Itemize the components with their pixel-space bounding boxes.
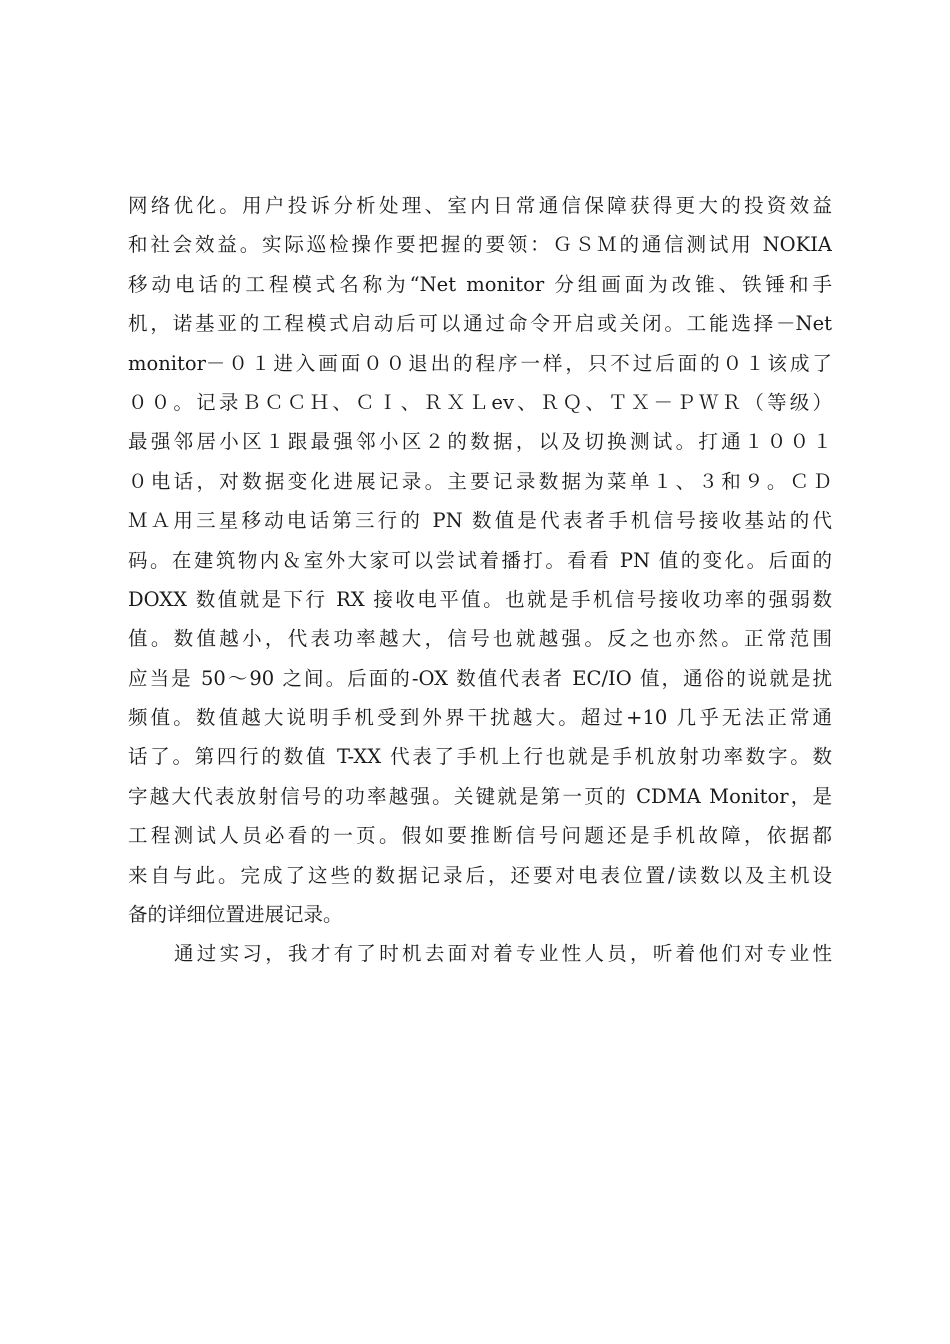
body-text [128,186,832,974]
text-line: 来自与此。完成了这些的数据记录后，还要对电表位置/读数以及主机设 [128,863,832,887]
text-line: 机，诺基亚的工程模式启动后可以通过命令开启或关闭。工能选择－Net [128,312,832,336]
text-line: 字越大代表放射信号的功率越强。关键就是第一页的 CDMA Monitor，是 [128,784,832,808]
text-line: monitor－０１进入画面００退出的程序一样，只不过后面的０１该成了 [128,351,832,375]
text-line: 码。在建筑物内＆室外大家可以尝试着播打。看看 PN 值的变化。后面的 [128,548,832,572]
text-line: 应当是 50～90 之间。后面的-OX 数值代表者 EC/IO 值，通俗的说就是扰 [128,666,832,690]
text-line: ００。记录ＢＣＣＨ、ＣＩ、ＲＸＬev、ＲＱ、ＴＸ－ＰＷＲ（等级） [128,390,832,414]
text-line: ０电话，对数据变化进展记录。主要记录数据为菜单１、３和９。ＣＤ [128,469,832,493]
paragraph-start-line: 通过实习，我才有了时机去面对着专业性人员，听着他们对专业性 [174,942,832,966]
text-line: 移动电话的工程模式名称为“Net monitor 分组画面为改锥、铁锤和手 [128,272,832,296]
paragraph-end-line: 备的详细位置进展记录。 [128,903,343,927]
text-line: DOXX 数值就是下行 RX 接收电平值。也就是手机信号接收功率的强弱数 [128,587,832,611]
text-line: 频值。数值越大说明手机受到外界干扰越大。超过+10 几乎无法正常通 [128,706,832,730]
text-line: 和社会效益。实际巡检操作要把握的要领：ＧＳＭ的通信测试用 NOKIA [128,233,832,257]
text-line: 最强邻居小区１跟最强邻小区２的数据，以及切换测试。打通１００１ [128,430,832,454]
text-line: 工程测试人员必看的一页。假如要推断信号问题还是手机故障，依据都 [128,824,832,848]
text-line: 话了。第四行的数值 T-XX 代表了手机上行也就是手机放射功率数字。数 [128,745,832,769]
text-line: ＭＡ用三星移动电话第三行的 PN 数值是代表者手机信号接收基站的代 [128,509,832,533]
text-line: 值。数值越小，代表功率越大，信号也就越强。反之也亦然。正常范围 [128,627,832,651]
text-line: 网络优化。用户投诉分析处理、室内日常通信保障获得更大的投资效益 [128,194,832,217]
